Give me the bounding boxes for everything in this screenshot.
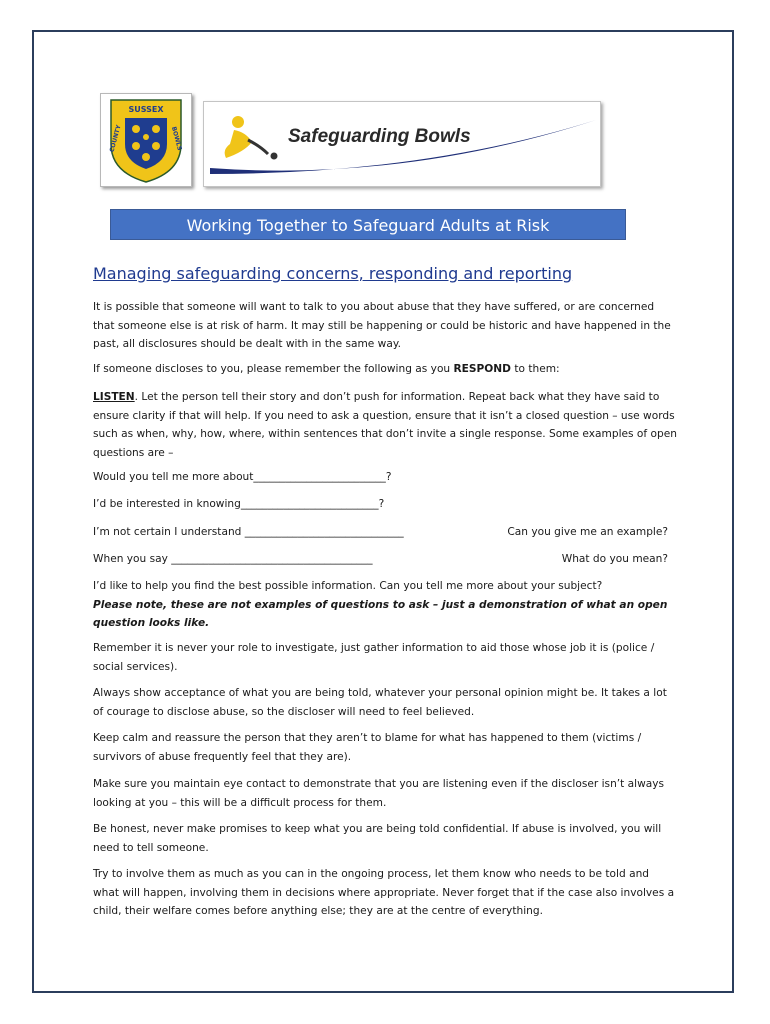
safeguarding-bowls-banner bbox=[203, 101, 601, 187]
section-heading: Managing safeguarding concerns, responding and reporting bbox=[93, 264, 573, 283]
guidance-paragraph: Try to involve them as much as you can in the ongoing process, let them know who needs to be told and what will happen, involving them in decisions where appropriate. Never forget that if the case also involves a child, their welfare comes before anything else; they are at the centre of everything. bbox=[93, 868, 675, 917]
guidance-paragraph: Remember it is never your role to investigate, just gather information to aid those whose job it is (police / social services). bbox=[93, 642, 655, 673]
intro-paragraph: It is possible that someone will want to talk to you about abuse that they have suffered, or are concerned that someone else is at risk of harm. It may still be happening or could be historic and have happened in the past, all disclosures should be dealt with in the same way. bbox=[93, 301, 671, 350]
crest-left-text: COUNTY bbox=[108, 124, 123, 153]
listen-keyword: LISTEN bbox=[93, 391, 135, 403]
help-paragraph: I’d like to help you find the best possible information. Can you tell me more about your subject? Please note, these are not examples of questions to ask – just a demonstration of what an open question looks like. bbox=[93, 580, 668, 629]
crest-arc-text: SUSSEX bbox=[128, 105, 164, 114]
guidance-paragraph: Make sure you maintain eye contact to demonstrate that you are listening even if the discloser isn’t always looking at you – this will be a difficult process for them. bbox=[93, 778, 665, 809]
respond-paragraph: If someone discloses to you, please remember the following as you RESPOND to them: bbox=[93, 363, 560, 375]
banner-title: Safeguarding Bowls bbox=[288, 126, 471, 147]
sussex-county-bowls-crest bbox=[100, 93, 192, 187]
respond-keyword: RESPOND bbox=[453, 363, 511, 375]
open-question-3: I’m not certain I understand ______________________________ Can you give me an example? bbox=[93, 526, 668, 538]
guidance-paragraph: Always show acceptance of what you are being told, whatever your personal opinion might be. It takes a lot of courage to disclose abuse, so the discloser will need to feel believed. bbox=[93, 687, 667, 718]
document-title-bar: Working Together to Safeguard Adults at Risk bbox=[110, 209, 626, 240]
open-question-2: I’d be interested in knowing__________________________? bbox=[93, 498, 385, 510]
open-question-4: When you say ______________________________________ What do you mean? bbox=[93, 553, 668, 565]
guidance-paragraph: Be honest, never make promises to keep what you are being told confidential. If abuse is involved, you will need to tell someone. bbox=[93, 823, 662, 854]
listen-paragraph: LISTEN. Let the person tell their story and don’t push for information. Repeat back what they have said to ensure clarity if that will help. If you need to ask a question, ensure that it isn’t a closed question – use words such as when, why, how, where, within sentences that don’t invite a single response. Some examples of open questions are – bbox=[93, 391, 677, 459]
crest-right-text: BOWLS bbox=[169, 125, 183, 152]
open-question-1: Would you tell me more about_________________________? bbox=[93, 471, 392, 483]
note-text: Please note, these are not examples of questions to ask – just a demonstration of what an open question looks like. bbox=[93, 598, 668, 629]
guidance-paragraph: Keep calm and reassure the person that they aren’t to blame for what has happened to them (victims / survivors of abuse frequently feel that they are). bbox=[93, 732, 642, 763]
crest-shield-icon bbox=[101, 94, 191, 186]
